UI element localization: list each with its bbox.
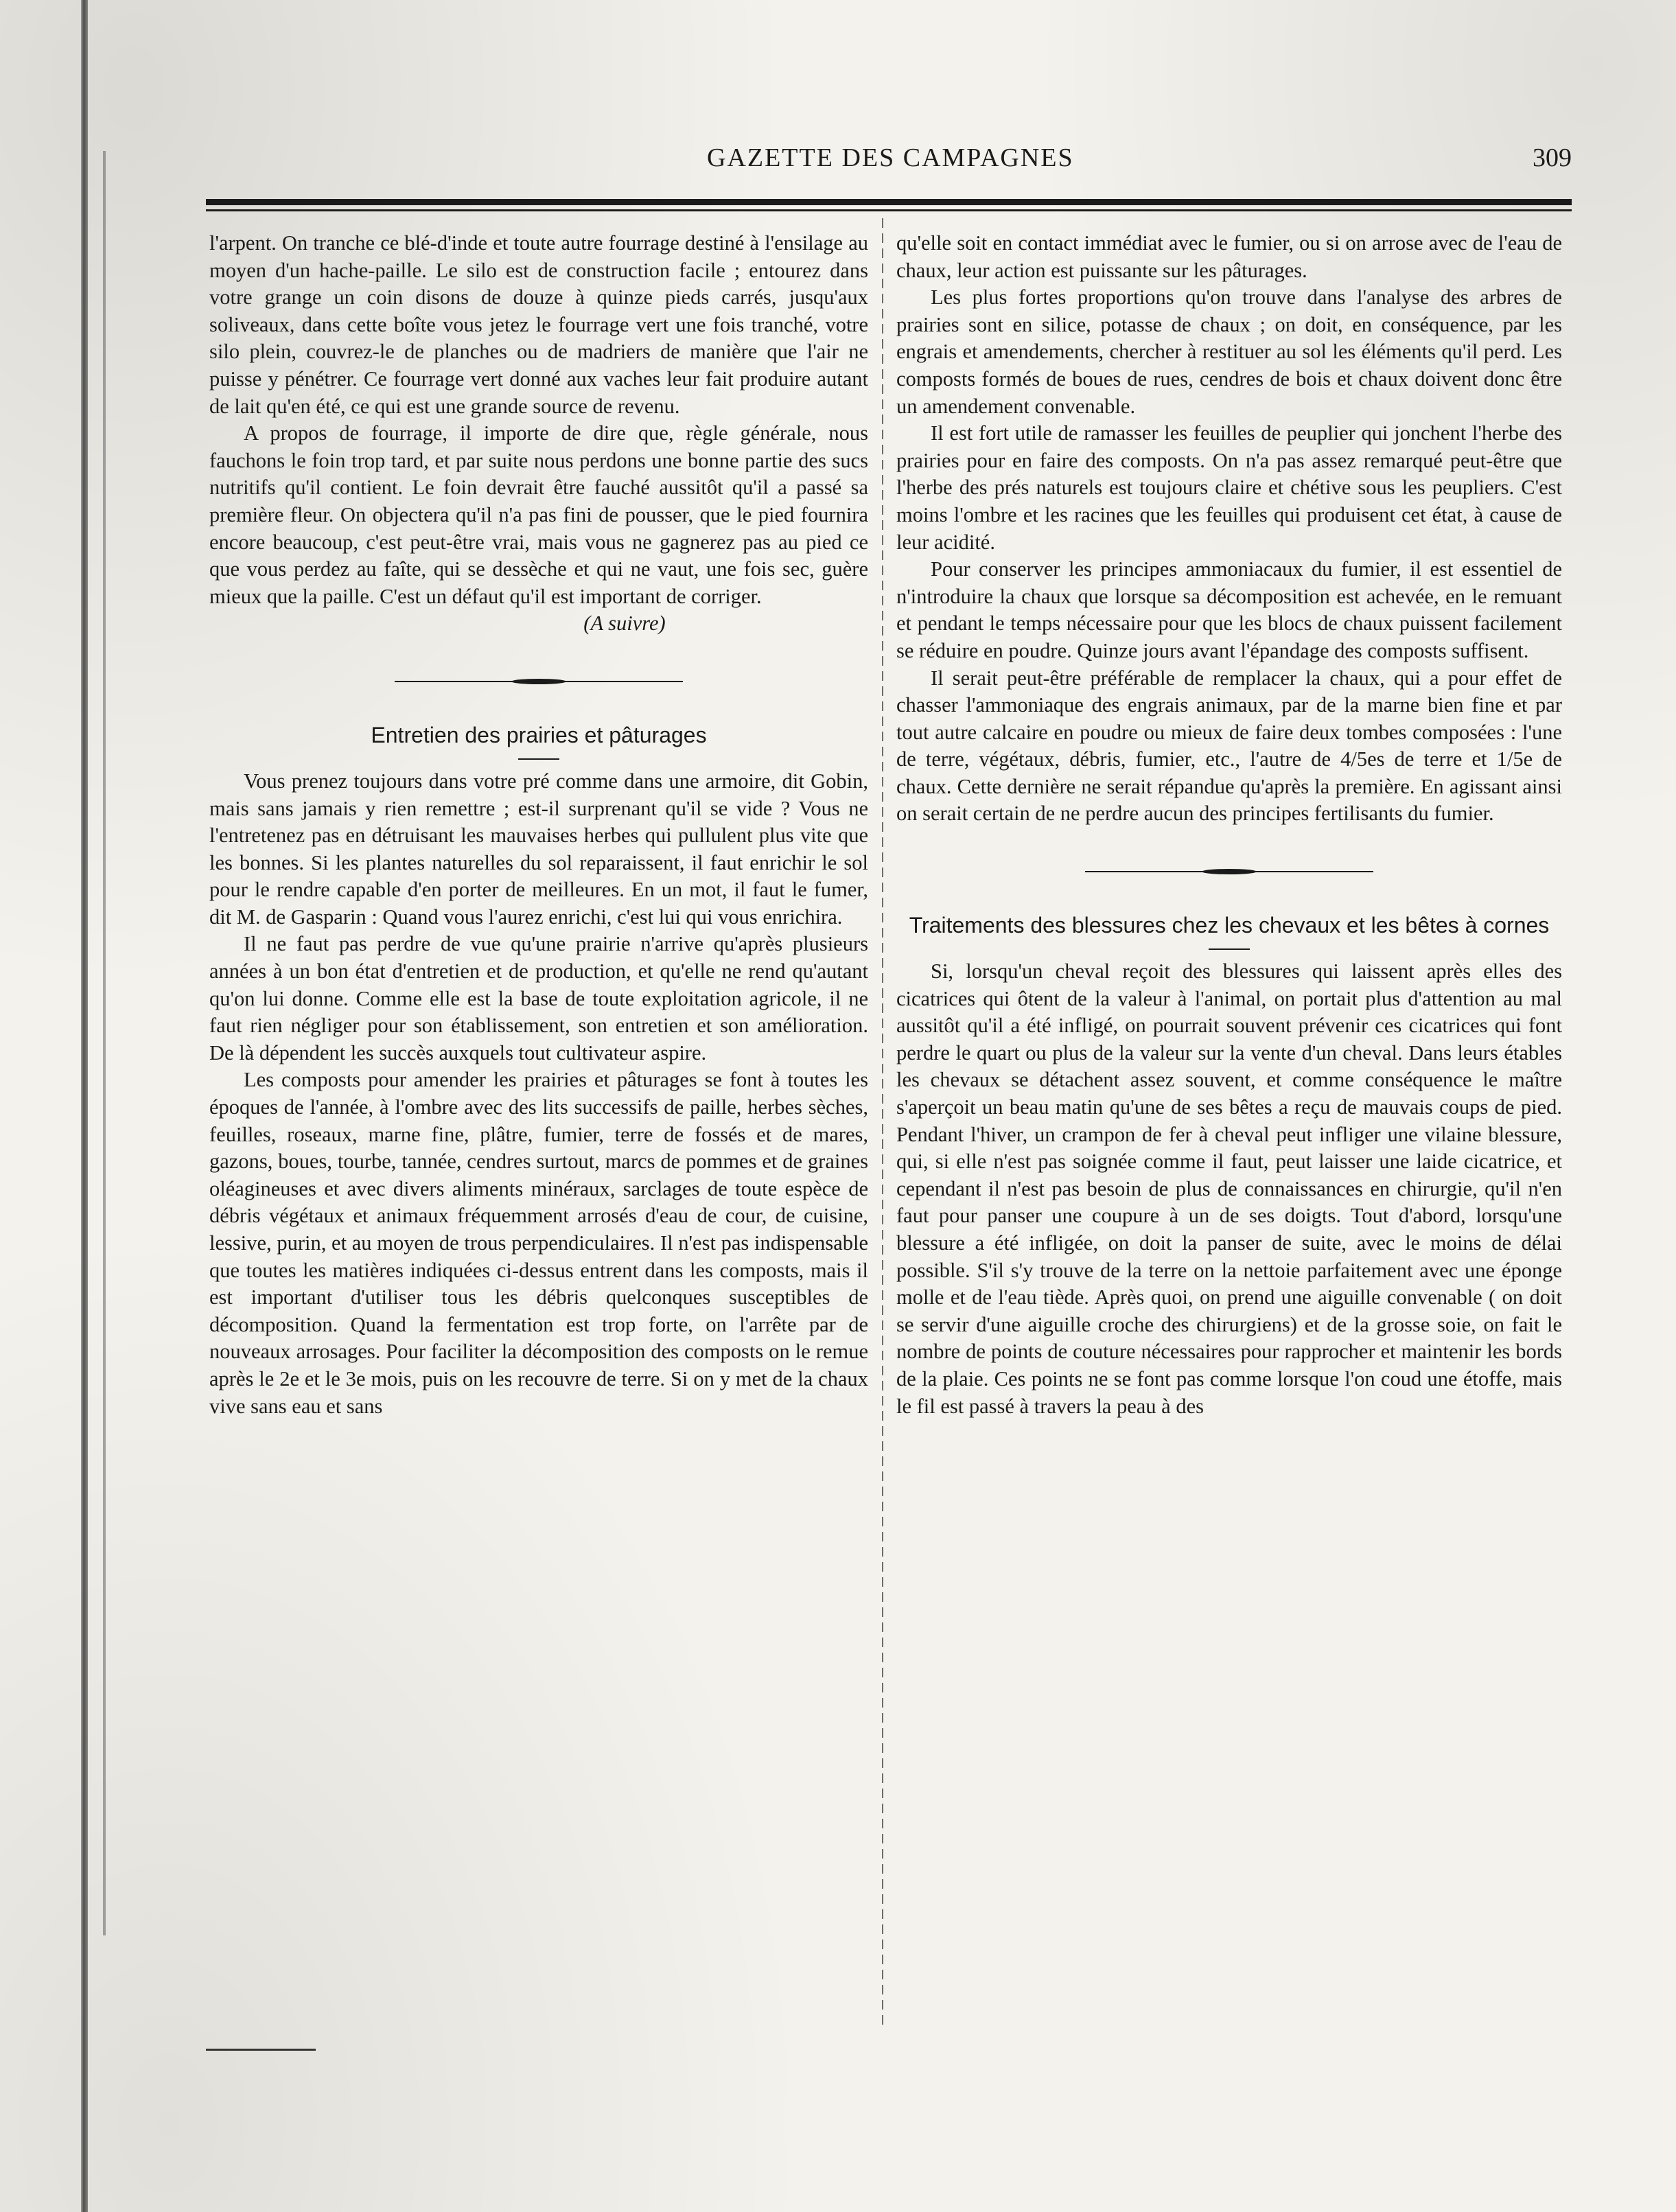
- paragraph: Il est fort utile de ramasser les feuilles de peuplier qui jonchent l'herbe des prairies pour en faire des composts. On n'a pas assez remarqué peut-être que l'herbe des prés naturels est toujours claire et chétive sous les peupliers. C'est moins l'ombre et les racines que les feuilles qui produisent cet état, à cause de leur acidité.: [896, 421, 1562, 554]
- section-title: Traitements des blessures chez les chevaux et les bêtes à cornes: [909, 913, 1550, 938]
- right-column: [896, 230, 1562, 1420]
- paragraph: l'arpent. On tranche ce blé-d'inde et toute autre fourrage destiné à l'ensilage au moyen d'un hache-paille. Le silo est de construction facile ; entourez dans votre grange un coin disons de douze à quinze pieds carrés, jusqu'aux soliveaux, dans cette boîte vous jetez le fourrage vert une fois tranché, votre silo plein, couvrez-le de planches ou de madriers de manière que l'air ne puisse y pénétrer. Ce fourrage vert donné aux vaches leur fait produire autant de lait qu'en été, ce qui est une grande source de revenu.: [209, 231, 868, 418]
- binding-shadow: [103, 151, 106, 1935]
- section-title: Entretien des prairies et pâturages: [371, 722, 707, 747]
- paragraph: Il ne faut pas perdre de vue qu'une prairie n'arrive qu'après plusieurs années à un bon état d'entretien et de production, et qu'elle ne rend qu'autant qu'on lui donne. Comme elle est la base de toute exploitation agricole, il ne faut rien négliger pour son établissement, son entretien et son amélioration. De là dépendent les succès auxquels tout cultivateur aspire.: [209, 932, 868, 1064]
- paragraph: Vous prenez toujours dans votre pré comme dans une armoire, dit Gobin, mais sans jamais y rien remettre ; est-il surprenant qu'il se vide ? Vous ne l'entretenez pas en détruisant les mauvaises herbes qui pullulent plus vite que les bonnes. Si les plantes naturelles du sol reparaissent, il faut enrichir le sol pour le rendre capable d'en porter de meilleures. En un mot, il faut le fumer, dit M. de Gasparin : Quand vous l'aurez enrichi, c'est lui qui vous enrichira.: [209, 769, 868, 929]
- paragraph: qu'elle soit en contact immédiat avec le fumier, ou si on arrose avec de l'eau de chaux, leur action est puissante sur les pâturages.: [896, 231, 1562, 282]
- title-dash: [518, 758, 559, 760]
- paragraph: A propos de fourrage, il importe de dire que, règle générale, nous fauchons le foin trop tard, et par suite nous perdons une bonne partie des sucs nutritifs qu'il contient. Le foin devrait être fauché aussitôt qu'il a passé sa première fleur. On objectera qu'il n'a pas fini de pousser, que le pied fournira encore beaucoup, c'est peut-être vrai, mais vous ne gagnerez pas au pied ce que vous perdez au faîte, qui se dessèche et qui ne vaut, une fois sec, guère mieux que la paille. C'est un défaut qu'il est important de corriger.: [209, 421, 868, 608]
- paragraph: Les plus fortes proportions qu'on trouve dans l'analyse des arbres de prairies sont en silice, potasse de chaux ; on doit, en conséquence, par les engrais et amendements, chercher à restituer au sol les éléments qu'il perd. Les composts formés de boues de rues, cendres de bois et chaux doivent donc être un amendement convenable.: [896, 286, 1562, 418]
- column-divider: [882, 218, 883, 2030]
- paragraph: Les composts pour amender les prairies et pâturages se font à toutes les époques de l'année, à l'ombre avec des lits successifs de paille, herbes sèches, feuilles, roseaux, marne fine, plâtre, fumier, terre de fossés et de mares, gazons, boues, tourbe, tannée, cendres surtout, marcs de pommes et de graines oléagineuses et avec divers aliments minéraux, sarclages de toute espèce de débris végétaux et animaux fréquemment arrosés d'eau de cour, de cuisine, lessive, purin, et au moyen de trous perpendiculaires. Il n'est pas indispensable que toutes les matières indiquées ci-dessus entrent dans les composts, mais il est important d'utiliser tous les débris quelconques susceptibles de décomposition. Quand la fermentation est trop forte, on l'arrête par de nouveaux arrosages. Pour faciliter la décomposition des composts on le remue après le 2e et le 3e mois, puis on les recouvre de terre. Si on y met de la chaux vive sans eau et sans: [209, 1068, 868, 1418]
- header-rule-thick: [206, 199, 1572, 205]
- running-title: GAZETTE DES CAMPAGNES: [707, 143, 1074, 172]
- paragraph: Pour conserver les principes ammoniacaux du fumier, il est essentiel de n'introduire la chaux que lorsque sa décomposition est achevée, en le remuant et pendant le temps nécessaire pour que les blocs de chaux puissent facilement se réduire en poudre. Quinze jours avant l'épandage des composts suffisent.: [896, 557, 1562, 662]
- footer-rule: [206, 2049, 316, 2051]
- header-rule-thin: [206, 209, 1572, 211]
- paragraph: Si, lorsqu'un cheval reçoit des blessures qui laissent après elles des cicatrices qui ôtent de la valeur à l'animal, on portait plus d'attention au mal aussitôt qu'il a été infligé, on pourrait souvent prévenir ces cicatrices qui font perdre le quart ou plus de la valeur sur la vente d'un cheval. Dans leurs étables les chevaux se détachent assez souvent, et comme conséquence le maître s'aperçoit un beau matin qu'une de ses bêtes a reçu de mauvais coups de pied. Pendant l'hiver, un crampon de fer à cheval peut infliger une vilaine blessure, qui, si elle n'est pas soignée comme il faut, peut laisser une laide cicatrice, et cependant il n'est pas besoin de plus de connaissances en chirurgie, qu'il n'en faut pour panser une coupure à un de ses doigts. Tout d'abord, lorsqu'une blessure a été infligée, on doit la panser de suite, avec le moins de délai possible. S'il s'y trouve de la terre on la nettoie parfaitement avec une éponge molle et de l'eau tiède. Après quoi, on prend une aiguille convenable ( on doit se servir d'une aiguille croche des chirurgiens) et de la grosse soie, on fait le nombre de points de couture nécessaires pour rapprocher et maintenir les bords de la plaie. Ces points ne se font pas comme lorsque l'on coud une étoffe, mais le fil est passé à travers la peau à des: [896, 959, 1562, 1418]
- page-number: 309: [1533, 143, 1572, 172]
- left-column: [209, 230, 868, 1420]
- section-ornament: [395, 677, 683, 686]
- paragraph: Il serait peut-être préférable de remplacer la chaux, qui a pour effet de chasser l'ammoniaque des engrais animaux, par de la marne bien fine et par tout autre calcaire en poudre ou mieux de faire deux tombes composées : l'une de terre, végétaux, débris, fumier, etc., l'autre de 4/5es de terre et 1/5e de chaux. Cette dernière ne serait répandue qu'après la première. En agissant ainsi on serait certain de ne perdre aucun des principes fertilisants du fumier.: [896, 666, 1562, 826]
- title-dash: [1209, 948, 1250, 950]
- binding-edge: [81, 0, 88, 2212]
- to-be-continued: (A suivre): [583, 612, 666, 636]
- section-ornament: [1085, 868, 1373, 876]
- page-header: [206, 143, 1572, 184]
